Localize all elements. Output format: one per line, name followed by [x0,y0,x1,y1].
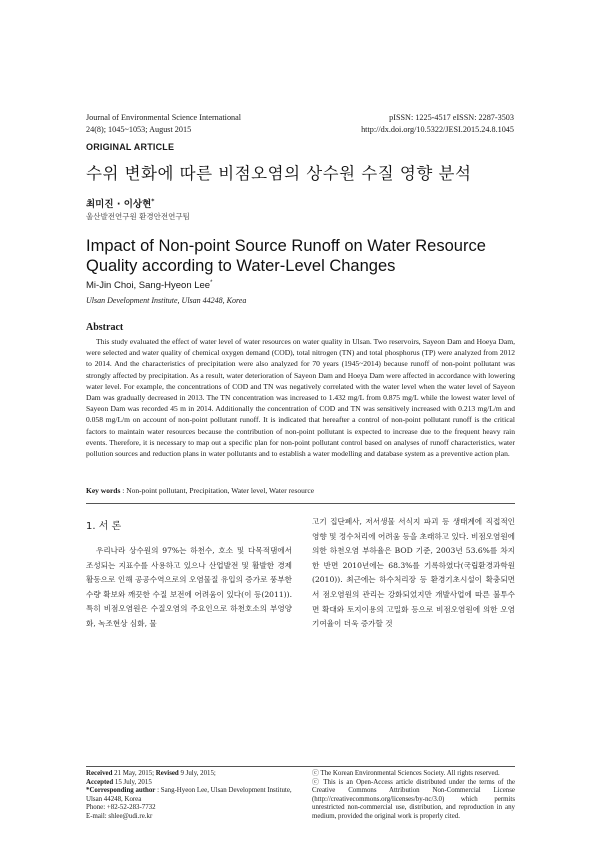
body-column-left: 우리나라 상수원의 97%는 하천수, 호소 및 다목적댐에서 조성되는 지표수를 사용하고 있으나 산업발전 및 활발한 경제활동으로 인해 공공수역으로의 오염물질 유입의 증가로 풍부한 수량 확보와 깨끗한 수질 보전에 어려움이 있다(이 등(2011)). 특히 비점오염원은 수질오염의 주요인으로 하천호소의 부영양화, 녹조현상 심화, 물 [86,546,292,628]
abstract-heading: Abstract [86,322,124,333]
accepted-label: Accepted [86,778,114,786]
keywords-text: : Non-point pollutant, Precipitation, Water level, Water resource [120,486,315,495]
korean-title: 수위 변화에 따른 비점오염의 상수원 수질 영향 분석 [86,164,472,183]
section-heading: 1. 서 론 [86,521,122,532]
footer-divider [86,766,515,767]
corresponding-author: : Sang-Hyeon Lee, Ulsan Development Institute, Ulsan 44248, Korea [86,787,292,803]
english-corresponding-mark: * [210,280,213,286]
korean-corresponding-mark: * [151,197,155,205]
body-column-right: 고기 집단폐사, 저서생물 서식지 파괴 등 생태계에 직접적인 영향 및 정수처리에 어려움 등을 초래하고 있다. 비점오염원에 의한 하천오염 부하율은 BOD 기준, 2003년 53.6%를 차지한 반면 2010년에는 68.3%를 기록하였다(국립환경과학원(2010)). 최근에는 하수처리장 등 환경기초시설이 확충되면서 점오염원의 관리는 강화되었지만 개발사업에 따른 불투수면 확대와 토지이용의 고밀화 등으로 비점오염원에 의한 오염기여율이 더욱 증가할 것 [312,517,515,629]
accepted-line [86,779,296,788]
journal-info [86,112,241,136]
phone: Phone: +82-52-283-7732 [86,804,156,812]
issn: pISSN: 1225-4517 eISSN: 2287-3503 [389,113,514,122]
corresponding-line [86,787,296,804]
english-title: Impact of Non-point Source Runoff on Water Resource Quality according to Water-Level Changes [86,237,486,275]
received-date: 21 May, 2015; [112,770,156,777]
korean-affiliation: 울산발전연구원 환경안전연구팀 [86,212,190,221]
revised-date: 9 July, 2015; [178,770,216,777]
divider [86,503,515,504]
english-author-names: Mi-Jin Choi, Sang-Hyeon Lee [86,280,211,292]
article-type: ORIGINAL ARTICLE [86,142,175,152]
korean-author-names: 최미진 · 이상현 [86,199,152,210]
accepted-date: 15 July, 2015 [113,778,152,786]
copyright-notice: ⓒ The Korean Environmental Sciences Society. All rights reserved. [312,770,500,777]
journal-issue: 24(8); 1045~1053; August 2015 [86,125,192,134]
english-authors [86,280,212,291]
email-link[interactable]: E-mail: shlee@udi.re.kr [86,812,153,820]
corresponding-label: *Corresponding author [86,787,156,795]
received-label: Received [86,770,113,777]
footnote-dates [86,770,296,822]
korean-authors [86,196,154,210]
abstract-text: This study evaluated the effect of water level of water resources on water quality in Ulsan. Two reservoirs, Sayeon Dam and Hoeya Dam, were selected and water quality of chemical oxygen demand (COD), total nitrogen (TN) and total phosphorus (TP) were analyzed from 2012 to 2014. And the characteristics of precipitation were also analyzed for 70 years (1945~2014) because runoff of non-point pollutant was strongly affected by precipitation. As a result, water deterioration of Sayeon Dam and Hoeya Dam were affected in accordance with lowering water level. For example, the concentrations of COD and TN was negatively correlated with the water level when the water level of Sayeon Dam was gradually decreased in 2013. The TN concentration was increased to 1.432 mg/L from 0.875 mg/L while the lowest water level of Sayeon Dam was recorded 45 m in 2014. Additionally the concentration of COD and TN was sensitively increased with 0.213 mg/L/m and 0.058 mg/L/m on account of non-point pollutant runoff. It is indicated that hereafter a control of non-point pollutant runoff is the critical factors to maintain water resources because the contribution of non-point pollutant is expected to increase due to the frequent heavy rain events. Therefore, it is necessary to map out a specific plan for non-point pollutant control based on analyses of runoff characteristics, water pollution sources and reduction plans in water pollutants and to establish a water modelling and database system as a preventive action plan. [86,337,515,459]
revised-label: Revised [155,770,179,777]
footnote-license [312,770,515,822]
keywords [86,486,515,495]
keywords-label: Key words [86,486,121,495]
license-notice: ⓒ This is an Open-Access article distributed under the terms of the Creative Commons Attribution Non-Commercial License (http://creativecommons.org/licenses/by-nc/3.0) which permits unrestricted non-commercial use, distribution, and reproduction in any medium, provided the original work is properly cited. [312,778,515,820]
received-line [86,770,296,779]
english-affiliation: Ulsan Development Institute, Ulsan 44248, Korea [86,296,247,305]
doi-link[interactable]: http://dx.doi.org/10.5322/JESI.2015.24.8.1045 [361,125,514,134]
journal-name: Journal of Environmental Science International [86,113,242,122]
journal-identifiers [361,112,514,136]
